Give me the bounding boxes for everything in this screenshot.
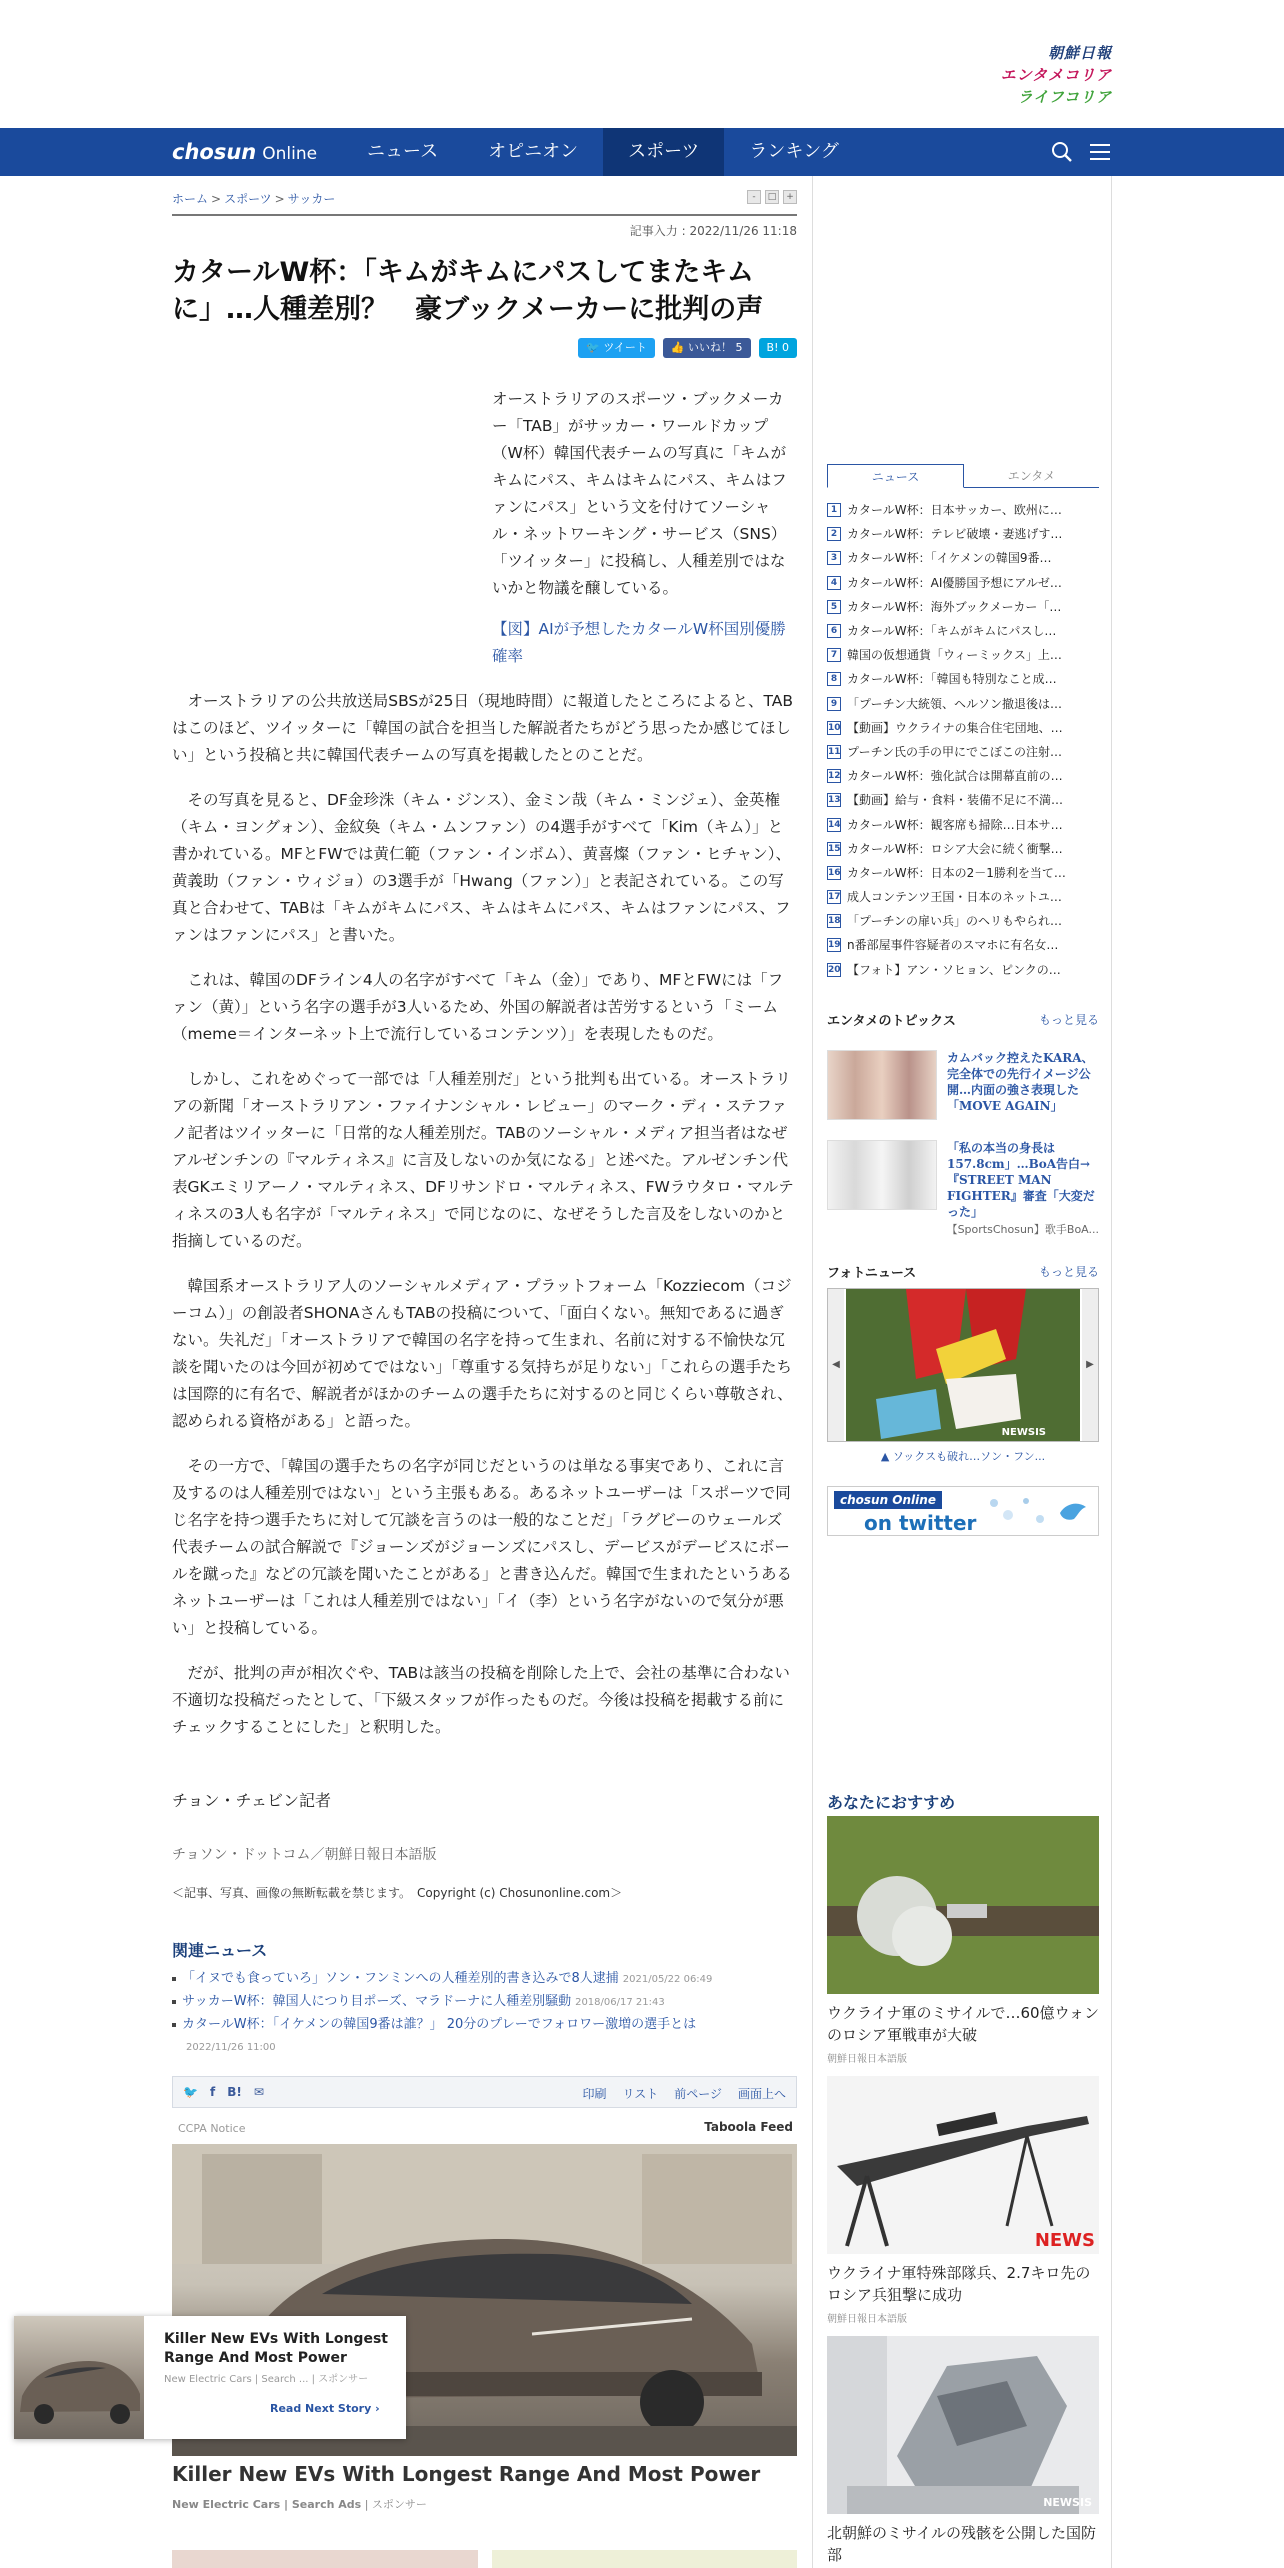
ranking-item[interactable] [827, 498, 1099, 522]
ranking-number: 12 [828, 771, 841, 782]
ranking-number: 15 [828, 843, 841, 854]
article-paragraph: 韓国系オーストラリア人のソーシャルメディア・プラットフォーム「Kozziecom（コジーコム）」の創設者SHONAさんもTABの投稿について、「面白くない。無知であるに過ぎない。失礼だ」「オーストラリアで韓国の名字を持って生まれ、名前に対する不愉快な冗談を聞いたのは今回が初めてではない」「尊重する気持ちが足りない」「これらの選手たちは国際的に有名で、解説者がほかのチームの選手たちに対するのと同じくらい尊敬され、認められる資格がある」と語った。 [172, 1277, 793, 1430]
list-link[interactable]: リスト [622, 2087, 659, 2101]
print-link[interactable]: 印刷 [582, 2087, 607, 2101]
ranking-number: 2 [827, 527, 841, 541]
ranking-item[interactable] [827, 595, 1099, 619]
nav-item-ranking[interactable]: ランキング [749, 141, 839, 162]
related-news-list [172, 1968, 797, 2059]
ranking-text: 「プーチン大統領、ヘルソン撤退後は… [847, 696, 1063, 711]
recommend-image[interactable] [827, 2336, 1099, 2514]
recommend-item[interactable] [827, 2336, 1099, 2568]
ranking-item[interactable] [827, 909, 1099, 933]
other-icon[interactable]: ✉ [253, 2085, 264, 2099]
ranking-item[interactable] [827, 764, 1099, 788]
article-paragraph: だが、批判の声が相次ぐや、TABは該当の投稿を削除した上で、会社の基準に合わない不適切な投稿だったとして、「下級スタッフが作ったものだ。今後は投稿を掲載する前にチェックすることにした」と釈明した。 [172, 1664, 790, 1736]
recommend-source: 朝鮮日報日本語版 [827, 2314, 907, 2325]
ranking-text: 成人コンテンツ王国・日本のネットユ… [847, 890, 1062, 905]
related-news-date: 2021/05/22 06:49 [622, 1974, 713, 1985]
entame-topics-title: エンタメのトピックス [827, 1014, 956, 1029]
article-paragraph: その一方で、「韓国の選手たちの名字が同じだというのは単なる事実であり、これに言及するのは人種差別ではない」という主張もある。あるネットユーザーは「スポーツで同じ名字を持つ選手たちに対して冗談を言うのは一般的なことだ」「ラグビーのウェールズ代表チームの試合解説で『ジョーンズがジョーンズにパスし、デービスがデービスにボールを蹴った』などの冗談を聞いたことがある」と書き込んだ。韓国で生まれたというあるネットユーザーは「これは人種差別ではない」「イ（李）という名字がないので気分が悪い」と投稿している。 [172, 1457, 793, 1637]
ranking-text: プーチン氏の手の甲にでこぼこの注射… [847, 744, 1063, 759]
tab-news[interactable]: ニュース [827, 464, 964, 488]
ranking-number: 4 [827, 576, 841, 590]
ranking-text: カタールW杯：強化試合は開幕直前の… [847, 769, 1063, 784]
recommend-caption[interactable]: ウクライナ軍のミサイルで…60億ウォンのロシア軍戦車が大破 [827, 2004, 1099, 2044]
hatena-bookmark-button[interactable]: B! 0 [759, 338, 797, 358]
ranking-text: カタールW杯：日本の2－1勝利を当て… [847, 865, 1066, 880]
breadcrumb-sports[interactable]: スポーツ [224, 192, 272, 206]
logo-group [1001, 42, 1112, 108]
entame-korea-logo[interactable]: エンタメコリア [1000, 66, 1112, 84]
brand-name: chosun [172, 140, 257, 164]
related-news-date: 2022/11/26 11:00 [186, 2042, 276, 2053]
recommend-image[interactable] [827, 1816, 1099, 1994]
ranking-item[interactable] [827, 643, 1099, 667]
ranking-text: カタールW杯：テレビ破壊・妻逃げす… [847, 527, 1063, 542]
font-size-tools [747, 190, 797, 204]
twitter-icon[interactable]: 🐦 [183, 2085, 198, 2099]
ranking-tabs [827, 464, 1099, 488]
article-paragraph: その写真を見ると、DF金珍洙（キム・ジンス）、金ミン哉（キム・ミンジェ）、金英権（キム・ヨングォン）、金紋奐（キム・ムンファン）の4選手がすべて「Kim（キム）」と書かれている。MFとFWでは黄仁範（ファン・インボム）、黄喜燦（ファン・ヒチャン）、黄義助（ファン・ウィジョ）の3選手が「Hwang（ファン）」と表記されている。この写真と合わせて、TABは「キムがキムにパス、キムはキムにパス、キムはファンにパス、ファンはファンにパス」と書いた。 [172, 791, 791, 944]
recommend-image[interactable] [827, 2076, 1099, 2254]
ranking-number: 9 [827, 697, 841, 711]
recommend-item[interactable] [827, 1816, 1099, 2066]
hatena-icon[interactable]: B! [227, 2085, 242, 2099]
breadcrumb: ホーム > スポーツ > サッカー [172, 192, 336, 206]
related-news-title: 関連ニュース [172, 1941, 268, 1960]
ranking-number: 14 [828, 819, 841, 830]
ranking-item[interactable] [827, 619, 1099, 643]
ranking-item[interactable] [827, 740, 1099, 764]
ranking-item[interactable] [827, 546, 1099, 570]
nav-item-news[interactable]: ニュース [367, 141, 439, 162]
copyright-notice: ＜記事、写真、画像の無断転載を禁じます。 Copyright (c) Chosunonline.com＞ [172, 1886, 623, 1900]
ranking-number: 20 [828, 964, 841, 975]
sticky-ad-source: New Electric Cars | Search ... | スポンサー [164, 2374, 369, 2385]
topic-text[interactable]: カムバック控えたKARA、完全体での先行イメージ公開…内面の強さ表現した「MOVE AGAIN」 [947, 1051, 1094, 1113]
ad-thumbnail[interactable] [492, 2550, 798, 2568]
share-bar [172, 2076, 797, 2108]
ranking-number: 1 [827, 503, 841, 517]
ranking-number: 16 [828, 867, 841, 878]
brand-suffix: Online [262, 144, 318, 164]
topic-image[interactable] [827, 1050, 937, 1120]
ccpa-notice-link[interactable]: CCPA Notice [178, 2122, 246, 2135]
photo-news-title: フォトニュース [827, 1266, 917, 1281]
menu-icon[interactable] [1088, 141, 1112, 163]
ranking-number: 8 [827, 672, 841, 686]
tweet-label: ツイート [603, 341, 647, 354]
twitter-banner-brand: chosun Online [834, 1491, 942, 1509]
ranking-item[interactable] [827, 933, 1099, 957]
twitter-banner[interactable] [827, 1486, 1099, 1536]
ranking-item[interactable] [827, 958, 1099, 982]
recommend-caption[interactable]: ウクライナ軍特殊部隊兵、2.7キロ先のロシア兵狙撃に成功 [827, 2264, 1091, 2304]
breadcrumb-home[interactable]: ホーム [172, 192, 209, 206]
title-rule [172, 214, 797, 216]
taboola-feed-label[interactable]: Taboola Feed [704, 2120, 793, 2134]
sticky-ad-image[interactable] [14, 2316, 144, 2439]
ranking-number: 18 [828, 916, 841, 927]
ranking-text: カタールW杯：日本サッカー、欧州に… [847, 503, 1062, 518]
sticky-ad-source-text: New Electric Cars | Search ... [164, 2374, 309, 2385]
recommend-watermark: NEWS [1034, 2230, 1095, 2251]
ranking-number: 7 [827, 648, 841, 662]
related-news-date: 2018/06/17 21:43 [575, 1997, 665, 2008]
sidebar [812, 176, 1112, 2568]
article-source: チョソン・ドットコム／朝鮮日報日本語版 [172, 1847, 437, 1863]
ranking-item[interactable] [827, 788, 1099, 812]
recommend-title: あなたにおすすめ [827, 1793, 956, 1812]
recommend-item[interactable] [827, 2076, 1099, 2326]
topic-item[interactable] [827, 1140, 1099, 1220]
ranking-text: 韓国の仮想通貨「ウィーミックス」上… [847, 648, 1062, 663]
ranking-list [827, 498, 1099, 982]
ranking-number: 11 [828, 746, 841, 757]
article-date: 記事入力 : 2022/11/26 11:18 [629, 224, 797, 238]
sticky-ad-title[interactable]: Killer New EVs With Longest Range And Most Power [164, 2331, 388, 2366]
ranking-text: カタールW杯：観客席も掃除…日本サ… [847, 817, 1063, 832]
ranking-item[interactable] [827, 885, 1099, 909]
ranking-item[interactable] [827, 522, 1099, 546]
read-next-story-link[interactable]: Read Next Story › [270, 2402, 380, 2415]
recommend-source: 朝鮮日報日本語版 [827, 2054, 907, 2065]
ranking-text: 【動画】給与・食料・装備不足に不満… [847, 793, 1064, 808]
photo-news-caption[interactable]: ▲ ソックスも破れ…ソン・フン... [880, 1450, 1046, 1463]
article-paragraph: オーストラリアの公共放送局SBSが25日（現地時間）に報道したところによると、TABはこのほど、ツイッターに「韓国の試合を担当した解説者たちがどう思ったか感じてほしい」という投稿と共に韓国代表チームの写真を掲載したとのことだ。 [172, 692, 793, 764]
related-news-text: 「イヌでも食っていろ」ソン・フンミンへの人種差別的書き込みで8人逮捕 [182, 1971, 619, 1986]
ad-source: New Electric Cars | Search Ads | スポンサー [172, 2498, 427, 2511]
read-next-label: Read Next Story [270, 2402, 372, 2415]
ranking-text: カタールW杯：「キムがキムにパスし… [847, 624, 1057, 639]
related-news-item[interactable] [172, 2014, 797, 2059]
bird-icon [982, 1493, 1092, 1531]
photo-news-more-link[interactable]: もっと見る [1038, 1265, 1099, 1279]
sticky-ad-sponsor: スポンサー [318, 2374, 369, 2385]
topic-note: 【SportsChosun】歌手BoA... [946, 1223, 1099, 1236]
article-title: カタールW杯：「キムがキムにパスしてまたキムに」…人種差別？ 豪ブックメーカーに批判の声 [172, 257, 764, 325]
ranking-text: 「プーチンの扉い兵」のヘリもやられ… [847, 914, 1063, 929]
photo-news-header [827, 1262, 1099, 1280]
chosun-ilbo-logo[interactable]: 朝鮮日報 [1047, 44, 1112, 62]
article-paragraph: しかし、これをめぐって一部では「人種差別だ」という批判も出ている。オーストラリアの新聞「オーストラリアン・ファイナンシャル・レビュー」のマーク・ディ・ステファノ記者はツイッターに「日常的な人種差別だ。TABのソーシャル・メディア担当者はなぜアルゼンチンの『マルティネス』に言及しないのか気になる」と述べた。アルゼンチン代表GKエミリアーノ・マルティネス、DFリサンドロ・マルティネス、FWラウタロ・マルティネスの3人も名字が「マルティネス」で同じなのに、なぜそうした言及をしないのかと指摘しているのだ。 [172, 1070, 794, 1250]
nav-item-opinion[interactable]: オピニオン [488, 141, 579, 162]
ranking-item[interactable] [827, 571, 1099, 595]
article-lead: オーストラリアのスポーツ・ブックメーカー「TAB」がサッカー・ワールドカップ（W杯）韓国代表チームの写真に「キムがキムにパス、キムはキムにパス、キムはファンにパス」という文を付けてソーシャル・ネットワーキング・サービス（SNS）「ツイッター」に投稿し、人種差別ではないかと物議を醸している。 [492, 390, 787, 597]
article-body [172, 688, 797, 1759]
page-top-link[interactable]: 画面上へ [737, 2087, 786, 2101]
font-small-icon[interactable]: - [747, 190, 761, 204]
more-ads-row [172, 2550, 797, 2568]
site-brand[interactable] [172, 128, 317, 176]
facebook-like-button[interactable]: 👍 いいね！ 5 [663, 338, 751, 358]
ranking-item[interactable] [827, 837, 1099, 861]
entame-topics-more-link[interactable]: もっと見る [1038, 1013, 1099, 1027]
photo-carousel [827, 1288, 1099, 1442]
ranking-text: カタールW杯：AI優勝国予想にアルゼ… [847, 575, 1062, 590]
tab-entame[interactable]: エンタメ [1007, 469, 1056, 483]
nav-item-sports[interactable]: スポーツ [603, 128, 724, 176]
ranking-number: 5 [827, 600, 841, 614]
sticky-ad[interactable] [14, 2316, 406, 2439]
entame-topics-header [827, 1010, 1099, 1028]
ad-source-text: New Electric Cars | Search Ads [172, 2498, 362, 2511]
ranking-text: n番部屋事件容疑者のスマホに有名女… [847, 938, 1059, 953]
ranking-item[interactable] [827, 812, 1099, 836]
photo-watermark: NEWSIS [1001, 1427, 1046, 1438]
main-nav [0, 128, 1284, 176]
search-icon[interactable] [1050, 140, 1074, 164]
ranking-text: 【フォト】アン・ソヒョン、ピンクの… [847, 962, 1061, 977]
facebook-icon[interactable]: f [209, 2085, 216, 2099]
font-large-icon[interactable]: + [783, 190, 797, 204]
site-header [0, 0, 1284, 128]
related-news-text: サッカーW杯：韓国人につり目ポーズ、マラドーナに人種差別騒動 [182, 1994, 572, 2009]
ranking-number: 10 [828, 722, 841, 733]
ranking-number: 19 [828, 940, 841, 951]
photo-news-image[interactable] [846, 1289, 1080, 1441]
carousel-prev-icon[interactable]: ◀ [828, 1289, 844, 1441]
breadcrumb-soccer[interactable]: サッカー [287, 192, 336, 206]
ranking-number: 13 [828, 795, 841, 806]
recommend-caption[interactable]: 北朝鮮のミサイルの残骸を公開した国防部 [827, 2524, 1096, 2564]
ad-thumbnail[interactable] [172, 2550, 478, 2568]
social-buttons [578, 338, 797, 358]
previous-page-link[interactable]: 前ページ [674, 2087, 722, 2101]
ranking-number: 3 [827, 551, 841, 565]
tweet-button[interactable]: 🐦 ツイート [578, 338, 655, 358]
topic-text[interactable]: 「私の本当の身長は157.8cm」…BoA告白→『STREET MAN FIGHTER』審査「大変だった」 [947, 1141, 1095, 1219]
related-news-item[interactable] [172, 1991, 797, 2014]
related-news-item[interactable] [172, 1968, 797, 1991]
ranking-text: カタールW杯：海外ブックメーカー「… [847, 599, 1062, 614]
ad-sponsor-label: スポンサー [371, 2498, 427, 2511]
ranking-item[interactable] [827, 692, 1099, 716]
twitter-banner-text: on twitter [864, 1511, 977, 1535]
figure-link[interactable]: 【図】AIが予想したカタールW杯国別優勝確率 [492, 620, 786, 665]
ranking-text: 【動画】ウクライナの集合住宅団地、… [847, 720, 1063, 735]
topic-item[interactable] [827, 1050, 1099, 1130]
article-column [172, 176, 797, 2568]
related-news-text: カタールW杯：「イケメンの韓国9番は誰？」 20分のプレーでフォロワー激増の選手とは [182, 2017, 697, 2032]
like-label: いいね！ 5 [688, 341, 743, 354]
recommend-watermark: NEWSIS [1043, 2496, 1092, 2509]
ranking-number: 17 [828, 892, 841, 903]
ranking-item[interactable] [827, 861, 1099, 885]
ranking-number: 6 [827, 624, 841, 638]
byline: チョン・チェビン記者 [172, 1791, 332, 1810]
article-paragraph: これは、韓国のDFライン4人の名字がすべて「キム（金）」であり、MFとFWには「ファン（黄）」という名字の選手が3人いるため、外国の解説者は苦労するという「ミーム（meme＝インターネット上で流行しているコンテンツ）」を表現したものだ。 [172, 971, 784, 1043]
carousel-next-icon[interactable]: ▶ [1082, 1289, 1098, 1441]
font-reset-icon[interactable]: □ [765, 190, 779, 204]
ranking-text: カタールW杯：「韓国も特別なこと成… [847, 672, 1057, 687]
ranking-item[interactable] [827, 716, 1099, 740]
life-korea-logo[interactable]: ライフコリア [1017, 88, 1112, 106]
ranking-item[interactable] [827, 667, 1099, 691]
ranking-text: カタールW杯：ロシア大会に続く衝撃… [847, 841, 1063, 856]
ranking-text: カタールW杯：「イケメンの韓国9番… [847, 551, 1052, 566]
topic-image[interactable] [827, 1140, 937, 1210]
ad-title[interactable]: Killer New EVs With Longest Range And Most Power [172, 2462, 761, 2486]
